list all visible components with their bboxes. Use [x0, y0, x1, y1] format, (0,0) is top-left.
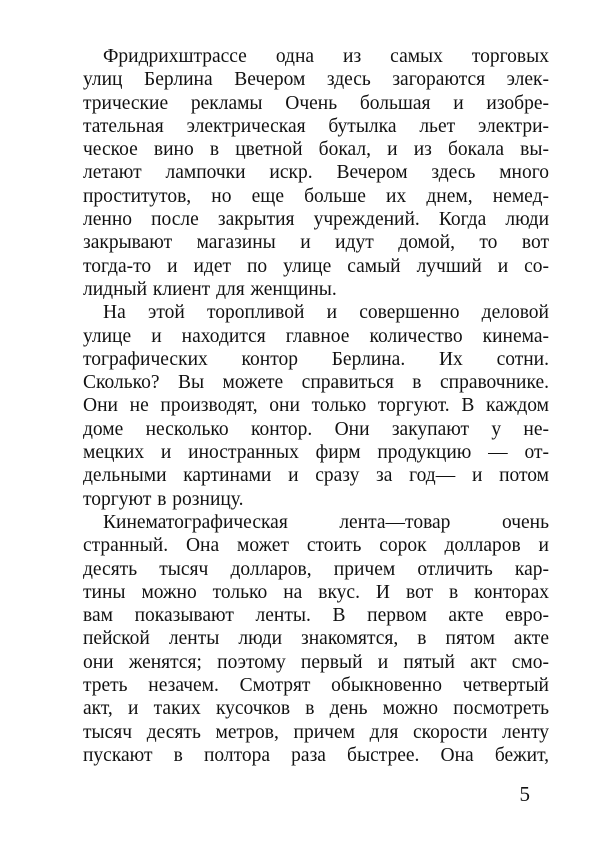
text-line: тательная электрическая бутылка льет электри- — [83, 115, 549, 137]
text-line: тогда-то и идет по улице самый лучший и со- — [83, 255, 549, 277]
text-line: ленно после закрытия учреждений. Когда люди — [83, 209, 549, 231]
text-line: они женятся; поэтому первый и пятый акт смо- — [83, 651, 549, 673]
text-line: Фридрихштрассе одна из самых торговых — [103, 46, 549, 67]
text-line: тографических контор Берлина. Их сотни. — [83, 348, 549, 370]
text-line: мецких и иностранных фирм продукцию — от- — [83, 442, 549, 464]
text-line: доме несколько контор. Они закупают у не- — [83, 418, 549, 440]
text-line: странный. Она может стоить сорок долларов и — [83, 535, 549, 557]
text-line: лидный клиент для женщины. — [83, 278, 337, 300]
text-line: ческое вино в цветной бокал, и из бокала вы- — [83, 139, 549, 161]
text-line: десять тысяч долларов, причем отличить кар- — [83, 558, 549, 580]
text-line: улице и находится главное количество кинема- — [83, 325, 549, 347]
text-line: улиц Берлина Вечером здесь загораются элек- — [83, 69, 549, 91]
text-line: торгуют в розницу. — [83, 488, 244, 510]
text-line: закрывают магазины и идут домой, то вот — [83, 232, 549, 254]
text-line: пускают в полтора раза быстрее. Она бежит, — [83, 744, 549, 766]
text-line: Сколько? Вы можете справиться в справочнике. — [83, 372, 549, 394]
text-line: вам показывают ленты. В первом акте евро- — [83, 605, 549, 627]
text-line: проститутов, но еще больше их днем, немед- — [83, 185, 549, 207]
text-line: тысяч десять метров, причем для скорости ленту — [83, 721, 549, 743]
text-line: дельными картинами и сразу за год— и потом — [83, 465, 549, 487]
text-line: треть незачем. Смотрят обыкновенно четвертый — [83, 675, 549, 697]
text-line: На этой торопливой и совершенно деловой — [103, 302, 549, 324]
text-line: трические рекламы Очень большая и изобре- — [83, 92, 549, 114]
text-line: тины можно только на вкус. И вот в конторах — [83, 581, 549, 603]
page-number: 5 — [519, 782, 530, 806]
text-line: пейской ленты люди знакомятся, в пятом акте — [83, 628, 549, 650]
text-line: акт, и таких кусочков в день можно посмотреть — [83, 698, 549, 720]
text-line: летают лампочки искр. Вечером здесь много — [83, 162, 549, 184]
text-line: Кинематографическая лента—товар очень — [103, 511, 549, 533]
body-text — [83, 45, 549, 767]
text-line: Они не производят, они только торгуют. В каждом — [83, 395, 549, 417]
